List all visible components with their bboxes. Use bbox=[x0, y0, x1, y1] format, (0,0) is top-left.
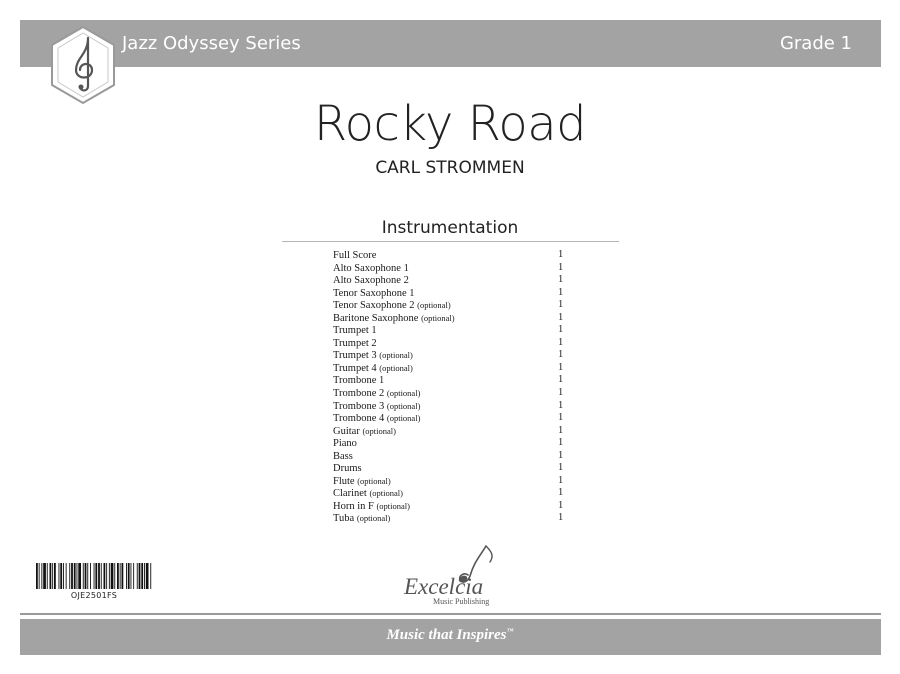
barcode-number: OJE2501FS bbox=[70, 591, 118, 600]
instrument-row bbox=[333, 462, 573, 475]
treble-clef-hexagon-icon bbox=[48, 24, 118, 106]
instrument-note: (optional) bbox=[386, 400, 421, 411]
instrument-row bbox=[333, 312, 573, 325]
instrument-name: Trombone 3 bbox=[333, 400, 385, 412]
instrument-name: Guitar bbox=[333, 425, 360, 437]
instrument-qty: 1 bbox=[558, 412, 564, 424]
instrument-qty: 1 bbox=[558, 349, 564, 361]
instrument-row bbox=[333, 249, 573, 262]
instrument-name: Full Score bbox=[333, 250, 377, 261]
instrument-row bbox=[333, 374, 573, 387]
grade-label: Grade 1 bbox=[779, 33, 852, 54]
instrument-name: Trombone 4 bbox=[333, 413, 385, 425]
instrumentation-list bbox=[333, 249, 573, 525]
footer-divider bbox=[20, 613, 881, 615]
instrument-row bbox=[333, 512, 573, 525]
instrument-qty: 1 bbox=[558, 274, 564, 286]
instrument-row bbox=[333, 450, 573, 463]
instrument-qty: 1 bbox=[558, 324, 564, 336]
piece-title: Rocky Road bbox=[313, 96, 587, 152]
instrument-qty: 1 bbox=[558, 311, 564, 323]
instrument-name: Tuba bbox=[333, 513, 355, 525]
instrument-note: (optional) bbox=[356, 513, 391, 524]
instrument-note: (optional) bbox=[369, 488, 403, 499]
instrument-name: Trumpet 2 bbox=[333, 337, 377, 349]
instrument-name: Trombone 2 bbox=[333, 388, 385, 400]
instrument-name: Tenor Saxophone 1 bbox=[333, 287, 415, 299]
instrument-row bbox=[333, 437, 573, 450]
instrument-name: Baritone Saxophone bbox=[333, 312, 419, 324]
publisher-subtitle: Music Publishing bbox=[433, 597, 490, 606]
instrument-qty: 1 bbox=[558, 499, 564, 511]
instrument-qty: 1 bbox=[558, 487, 564, 499]
trademark-mark: ™ bbox=[506, 627, 514, 635]
instrument-note: (optional) bbox=[362, 425, 396, 436]
instrument-note: (optional) bbox=[386, 413, 421, 424]
instrumentation-heading: Instrumentation bbox=[381, 218, 519, 238]
composer-name: CARL STROMMEN bbox=[375, 158, 525, 178]
instrument-qty: 1 bbox=[558, 361, 564, 373]
instrument-note: (optional) bbox=[379, 362, 413, 373]
instrument-name: Alto Saxophone 2 bbox=[333, 275, 409, 287]
instrument-row bbox=[333, 337, 573, 350]
instrument-note: (optional) bbox=[379, 350, 413, 361]
instrument-row bbox=[333, 487, 573, 500]
instrument-note: (optional) bbox=[357, 475, 391, 486]
instrument-row bbox=[333, 387, 573, 400]
instrument-qty: 1 bbox=[558, 387, 564, 399]
instrument-name: Bass bbox=[333, 450, 353, 462]
instrument-name: Piano bbox=[333, 438, 357, 450]
instrument-row bbox=[333, 349, 573, 362]
instrument-name: Alto Saxophone 1 bbox=[333, 262, 409, 274]
instrument-qty: 1 bbox=[558, 474, 564, 486]
instrument-note: (optional) bbox=[386, 388, 421, 399]
instrument-row bbox=[333, 262, 573, 275]
instrument-note: (optional) bbox=[417, 300, 451, 311]
instrument-name: Trumpet 3 bbox=[333, 350, 377, 362]
publisher-name: Excelcia bbox=[404, 574, 484, 599]
instrument-name: Flute bbox=[333, 475, 355, 487]
instrument-qty: 1 bbox=[558, 424, 564, 436]
instrument-qty: 1 bbox=[558, 399, 564, 411]
instrument-qty: 1 bbox=[558, 449, 564, 461]
instrument-row bbox=[333, 412, 573, 425]
instrument-name: Tenor Saxophone 2 bbox=[333, 300, 415, 312]
instrument-row bbox=[333, 475, 573, 488]
instrument-qty: 1 bbox=[558, 374, 564, 386]
instrument-qty: 1 bbox=[558, 249, 564, 260]
instrument-row bbox=[333, 274, 573, 287]
instrument-row bbox=[333, 500, 573, 513]
instrument-qty: 1 bbox=[558, 437, 564, 449]
instrument-note: (optional) bbox=[421, 312, 455, 323]
instrument-qty: 1 bbox=[558, 336, 564, 348]
tagline-text: Music that Inspires bbox=[386, 627, 507, 643]
instrument-name: Trombone 1 bbox=[333, 375, 385, 387]
instrument-qty: 1 bbox=[558, 512, 564, 524]
instrument-qty: 1 bbox=[558, 462, 564, 474]
instrument-name: Drums bbox=[333, 463, 362, 475]
instrument-name: Trumpet 4 bbox=[333, 362, 377, 374]
instrument-row bbox=[333, 362, 573, 375]
instrument-row bbox=[333, 400, 573, 413]
instrument-row bbox=[333, 299, 573, 312]
instrument-row bbox=[333, 287, 573, 300]
barcode bbox=[35, 563, 153, 589]
instrumentation-divider bbox=[282, 241, 619, 242]
instrument-name: Trumpet 1 bbox=[333, 325, 377, 337]
instrument-note: (optional) bbox=[376, 500, 410, 511]
instrument-name: Clarinet bbox=[333, 488, 367, 500]
instrument-qty: 1 bbox=[558, 299, 564, 311]
instrument-qty: 1 bbox=[558, 261, 564, 273]
instrument-row bbox=[333, 324, 573, 337]
series-name: Jazz Odyssey Series bbox=[122, 33, 301, 54]
instrument-qty: 1 bbox=[558, 286, 564, 298]
tagline bbox=[0, 627, 900, 644]
instrument-name: Horn in F bbox=[333, 500, 374, 512]
instrument-row bbox=[333, 425, 573, 438]
